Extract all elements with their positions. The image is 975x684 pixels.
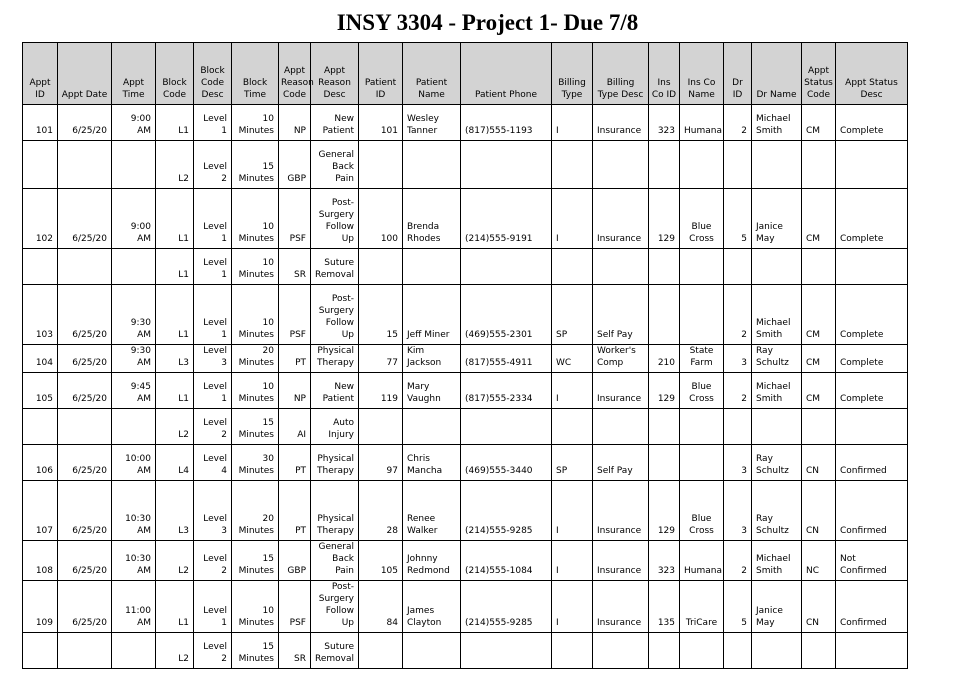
- table-cell: [724, 141, 752, 189]
- table-cell: 105: [359, 541, 403, 581]
- col-header-dr-name: Dr Name: [752, 43, 802, 105]
- table-cell: PT: [279, 345, 311, 373]
- table-cell: (214)555-9191: [461, 189, 552, 249]
- table-cell: 10 Minutes: [232, 249, 279, 285]
- table-cell: Insurance: [593, 189, 649, 249]
- table-cell: L3: [156, 481, 194, 541]
- table-cell: Insurance: [593, 373, 649, 409]
- table-cell: 107: [23, 481, 58, 541]
- table-cell: 10 Minutes: [232, 189, 279, 249]
- table-cell: Complete: [836, 345, 908, 373]
- table-cell: 108: [23, 541, 58, 581]
- table-cell: 9:45 AM: [112, 373, 156, 409]
- table-cell: [680, 633, 724, 669]
- table-cell: Insurance: [593, 481, 649, 541]
- table-cell: GBP: [279, 541, 311, 581]
- table-cell: [802, 633, 836, 669]
- table-cell: Self Pay: [593, 445, 649, 481]
- col-header-appt-reason-desc: Appt Reason Desc: [311, 43, 359, 105]
- table-cell: 10:00 AM: [112, 445, 156, 481]
- table-cell: L1: [156, 105, 194, 141]
- table-cell: Suture Removal: [311, 633, 359, 669]
- table-cell: 129: [649, 373, 680, 409]
- table-cell: 6/25/20: [58, 445, 112, 481]
- table-cell: 109: [23, 581, 58, 633]
- table-cell: [403, 141, 461, 189]
- table-cell: Post-Surgery Follow Up: [311, 581, 359, 633]
- table-cell: General Back Pain: [311, 541, 359, 581]
- table-cell: Johnny Redmond: [403, 541, 461, 581]
- table-cell: Chris Mancha: [403, 445, 461, 481]
- table-cell: [593, 249, 649, 285]
- table-cell: Blue Cross: [680, 373, 724, 409]
- table-cell: L4: [156, 445, 194, 481]
- table-cell: (214)555-9285: [461, 581, 552, 633]
- table-cell: 6/25/20: [58, 345, 112, 373]
- table-cell: [649, 633, 680, 669]
- table-cell: 323: [649, 105, 680, 141]
- table-cell: Suture Removal: [311, 249, 359, 285]
- table-cell: Worker's Comp: [593, 345, 649, 373]
- table-cell: 15 Minutes: [232, 633, 279, 669]
- table-cell: 129: [649, 189, 680, 249]
- table-cell: [649, 285, 680, 345]
- table-cell: Complete: [836, 189, 908, 249]
- table-cell: [58, 141, 112, 189]
- table-cell: L3: [156, 345, 194, 373]
- table-row: [23, 345, 908, 373]
- table-cell: Post-Surgery Follow Up: [311, 285, 359, 345]
- table-cell: [752, 633, 802, 669]
- table-cell: 9:30 AM: [112, 345, 156, 373]
- table-cell: Level 2: [194, 541, 232, 581]
- table-cell: [112, 141, 156, 189]
- table-cell: [802, 141, 836, 189]
- table-cell: 102: [23, 189, 58, 249]
- table-row: [23, 445, 908, 481]
- table-cell: [680, 141, 724, 189]
- table-cell: 2: [724, 541, 752, 581]
- table-cell: [359, 409, 403, 445]
- table-cell: Level 1: [194, 581, 232, 633]
- col-header-ins-co-id: Ins Co ID: [649, 43, 680, 105]
- table-cell: I: [552, 581, 593, 633]
- table-cell: [58, 409, 112, 445]
- table-cell: Confirmed: [836, 481, 908, 541]
- table-cell: [680, 249, 724, 285]
- table-row: [23, 249, 908, 285]
- table-cell: L1: [156, 249, 194, 285]
- table-cell: Complete: [836, 373, 908, 409]
- table-cell: 6/25/20: [58, 189, 112, 249]
- table-cell: SR: [279, 633, 311, 669]
- table-cell: [112, 633, 156, 669]
- table-cell: L2: [156, 633, 194, 669]
- table-cell: 9:30 AM: [112, 285, 156, 345]
- header-row: [23, 43, 908, 105]
- table-cell: CM: [802, 373, 836, 409]
- table-row: [23, 581, 908, 633]
- table-cell: (817)555-2334: [461, 373, 552, 409]
- table-cell: Janice May: [752, 581, 802, 633]
- table-cell: [802, 249, 836, 285]
- table-cell: PSF: [279, 285, 311, 345]
- table-cell: Ray Schultz: [752, 445, 802, 481]
- col-header-appt-time: Appt Time: [112, 43, 156, 105]
- table-cell: 2: [724, 105, 752, 141]
- table-cell: [359, 249, 403, 285]
- col-header-block-code-desc: Block Code Desc: [194, 43, 232, 105]
- table-cell: Humana: [680, 541, 724, 581]
- table-cell: 9:00 AM: [112, 105, 156, 141]
- table-cell: PSF: [279, 581, 311, 633]
- table-cell: SP: [552, 285, 593, 345]
- table-cell: [552, 141, 593, 189]
- table-cell: SR: [279, 249, 311, 285]
- table-cell: [461, 141, 552, 189]
- table-cell: Insurance: [593, 581, 649, 633]
- table-cell: 135: [649, 581, 680, 633]
- table-row: [23, 541, 908, 581]
- table-cell: [461, 249, 552, 285]
- col-header-ins-co-name: Ins Co Name: [680, 43, 724, 105]
- table-cell: Level 1: [194, 189, 232, 249]
- table-cell: [552, 409, 593, 445]
- table-cell: Level 1: [194, 105, 232, 141]
- table-cell: Level 1: [194, 249, 232, 285]
- appointments-table: [22, 42, 908, 669]
- table-cell: Michael Smith: [752, 105, 802, 141]
- table-row: [23, 141, 908, 189]
- table-cell: I: [552, 189, 593, 249]
- table-cell: James Clayton: [403, 581, 461, 633]
- table-cell: Kim Jackson: [403, 345, 461, 373]
- table-cell: GBP: [279, 141, 311, 189]
- table-cell: Not Confirmed: [836, 541, 908, 581]
- table-cell: 5: [724, 581, 752, 633]
- table-cell: [403, 409, 461, 445]
- table-cell: Blue Cross: [680, 481, 724, 541]
- table-cell: Insurance: [593, 541, 649, 581]
- table-cell: 129: [649, 481, 680, 541]
- col-header-billing-type-desc: Billing Type Desc: [593, 43, 649, 105]
- table-cell: Mary Vaughn: [403, 373, 461, 409]
- table-cell: Michael Smith: [752, 285, 802, 345]
- table-cell: [649, 445, 680, 481]
- table-cell: NP: [279, 373, 311, 409]
- table-cell: L1: [156, 285, 194, 345]
- table-row: [23, 373, 908, 409]
- table-cell: I: [552, 541, 593, 581]
- table-cell: 10 Minutes: [232, 373, 279, 409]
- col-header-appt-reason-code: Appt Reason Code: [279, 43, 311, 105]
- table-cell: New Patient: [311, 373, 359, 409]
- table-cell: (214)555-1084: [461, 541, 552, 581]
- table-cell: Humana: [680, 105, 724, 141]
- table-cell: 104: [23, 345, 58, 373]
- table-cell: [23, 249, 58, 285]
- table-cell: [552, 633, 593, 669]
- table-cell: Brenda Rhodes: [403, 189, 461, 249]
- table-cell: [58, 633, 112, 669]
- table-cell: (817)555-4911: [461, 345, 552, 373]
- table-cell: NP: [279, 105, 311, 141]
- table-cell: Level 2: [194, 141, 232, 189]
- table-cell: [593, 141, 649, 189]
- col-header-patient-id: Patient ID: [359, 43, 403, 105]
- table-cell: State Farm: [680, 345, 724, 373]
- table-cell: L2: [156, 409, 194, 445]
- table-cell: CN: [802, 481, 836, 541]
- table-cell: Michael Smith: [752, 541, 802, 581]
- table-row: [23, 285, 908, 345]
- table-cell: 3: [724, 445, 752, 481]
- table-row: [23, 189, 908, 249]
- table-cell: Level 3: [194, 481, 232, 541]
- table-cell: L2: [156, 141, 194, 189]
- table-cell: 20 Minutes: [232, 345, 279, 373]
- table-cell: (817)555-1193: [461, 105, 552, 141]
- table-cell: 3: [724, 481, 752, 541]
- table-cell: [680, 409, 724, 445]
- table-cell: [359, 633, 403, 669]
- table-cell: [593, 409, 649, 445]
- table-cell: [403, 249, 461, 285]
- table-cell: [724, 249, 752, 285]
- table-cell: 15 Minutes: [232, 141, 279, 189]
- table-cell: PT: [279, 445, 311, 481]
- table-cell: [680, 285, 724, 345]
- table-cell: L1: [156, 373, 194, 409]
- table-cell: [836, 633, 908, 669]
- table-cell: 10 Minutes: [232, 105, 279, 141]
- table-cell: 2: [724, 373, 752, 409]
- table-cell: L1: [156, 581, 194, 633]
- table-cell: Post-Surgery Follow Up: [311, 189, 359, 249]
- table-cell: I: [552, 105, 593, 141]
- table-cell: [752, 249, 802, 285]
- table-cell: Wesley Tanner: [403, 105, 461, 141]
- table-cell: Jeff Miner: [403, 285, 461, 345]
- table-cell: General Back Pain: [311, 141, 359, 189]
- table-cell: 103: [23, 285, 58, 345]
- table-cell: Self Pay: [593, 285, 649, 345]
- table-cell: Physical Therapy: [311, 481, 359, 541]
- table-cell: 77: [359, 345, 403, 373]
- table-cell: [403, 633, 461, 669]
- table-cell: 15 Minutes: [232, 409, 279, 445]
- table-cell: 84: [359, 581, 403, 633]
- table-cell: 6/25/20: [58, 285, 112, 345]
- col-header-block-code: Block Code: [156, 43, 194, 105]
- table-cell: 5: [724, 189, 752, 249]
- table-cell: 15: [359, 285, 403, 345]
- table-row: [23, 633, 908, 669]
- table-cell: 2: [724, 285, 752, 345]
- col-header-patient-phone: Patient Phone: [461, 43, 552, 105]
- table-cell: [836, 249, 908, 285]
- table-cell: [23, 141, 58, 189]
- table-cell: 11:00 AM: [112, 581, 156, 633]
- table-cell: L1: [156, 189, 194, 249]
- table-cell: [461, 409, 552, 445]
- table-cell: Ray Schultz: [752, 345, 802, 373]
- table-cell: 97: [359, 445, 403, 481]
- table-cell: 10:30 AM: [112, 481, 156, 541]
- table-cell: Level 2: [194, 409, 232, 445]
- table-cell: 9:00 AM: [112, 189, 156, 249]
- table-cell: [649, 249, 680, 285]
- table-cell: [724, 409, 752, 445]
- table-cell: Janice May: [752, 189, 802, 249]
- table-cell: Auto Injury: [311, 409, 359, 445]
- table-cell: Level 4: [194, 445, 232, 481]
- table-cell: Renee Walker: [403, 481, 461, 541]
- table-cell: 10 Minutes: [232, 581, 279, 633]
- table-row: [23, 105, 908, 141]
- table-cell: NC: [802, 541, 836, 581]
- table-cell: 6/25/20: [58, 541, 112, 581]
- table-cell: Michael Smith: [752, 373, 802, 409]
- table-cell: 323: [649, 541, 680, 581]
- table-cell: PT: [279, 481, 311, 541]
- table-cell: [112, 249, 156, 285]
- col-header-appt-status-desc: Appt Status Desc: [836, 43, 908, 105]
- table-cell: CN: [802, 581, 836, 633]
- table-cell: [836, 409, 908, 445]
- col-header-patient-name: Patient Name: [403, 43, 461, 105]
- page-title: INSY 3304 - Project 1- Due 7/8: [336, 10, 639, 35]
- table-cell: Complete: [836, 105, 908, 141]
- table-cell: SP: [552, 445, 593, 481]
- col-header-appt-id: Appt ID: [23, 43, 58, 105]
- table-cell: 10 Minutes: [232, 285, 279, 345]
- table-cell: [680, 445, 724, 481]
- table-cell: Level 3: [194, 345, 232, 373]
- table-cell: 119: [359, 373, 403, 409]
- table-cell: [593, 633, 649, 669]
- table-cell: I: [552, 481, 593, 541]
- table-cell: 15 Minutes: [232, 541, 279, 581]
- table-cell: I: [552, 373, 593, 409]
- table-cell: Level 1: [194, 285, 232, 345]
- table-row: [23, 409, 908, 445]
- table-cell: 3: [724, 345, 752, 373]
- table-cell: [649, 409, 680, 445]
- table-cell: AI: [279, 409, 311, 445]
- col-header-block-time: Block Time: [232, 43, 279, 105]
- table-cell: 101: [23, 105, 58, 141]
- table-cell: 6/25/20: [58, 105, 112, 141]
- table-cell: [836, 141, 908, 189]
- table-cell: Level 1: [194, 373, 232, 409]
- col-header-appt-status-code: Appt Status Code: [802, 43, 836, 105]
- table-cell: [752, 409, 802, 445]
- table-cell: [23, 409, 58, 445]
- table-cell: CM: [802, 189, 836, 249]
- table-cell: CM: [802, 285, 836, 345]
- table-cell: 6/25/20: [58, 373, 112, 409]
- table-cell: CN: [802, 445, 836, 481]
- table-cell: 10:30 AM: [112, 541, 156, 581]
- table-cell: (214)555-9285: [461, 481, 552, 541]
- table-cell: CM: [802, 345, 836, 373]
- table-cell: Confirmed: [836, 581, 908, 633]
- table-cell: WC: [552, 345, 593, 373]
- table-cell: [58, 249, 112, 285]
- table-cell: [112, 409, 156, 445]
- col-header-dr-id: Dr ID: [724, 43, 752, 105]
- table-cell: 6/25/20: [58, 581, 112, 633]
- table-cell: Physical Therapy: [311, 345, 359, 373]
- table-cell: 106: [23, 445, 58, 481]
- table-cell: (469)555-2301: [461, 285, 552, 345]
- table-cell: L2: [156, 541, 194, 581]
- table-cell: [752, 141, 802, 189]
- table-cell: New Patient: [311, 105, 359, 141]
- table-cell: Confirmed: [836, 445, 908, 481]
- table-cell: [724, 633, 752, 669]
- table-cell: 100: [359, 189, 403, 249]
- table-cell: Physical Therapy: [311, 445, 359, 481]
- table-cell: [649, 141, 680, 189]
- table-cell: 20 Minutes: [232, 481, 279, 541]
- col-header-appt-date: Appt Date: [58, 43, 112, 105]
- table-cell: Insurance: [593, 105, 649, 141]
- table-cell: Level 2: [194, 633, 232, 669]
- table-cell: (469)555-3440: [461, 445, 552, 481]
- table-cell: 6/25/20: [58, 481, 112, 541]
- table-cell: [461, 633, 552, 669]
- table-cell: 105: [23, 373, 58, 409]
- table-row: [23, 481, 908, 541]
- table-cell: [802, 409, 836, 445]
- table-cell: 210: [649, 345, 680, 373]
- table-cell: Complete: [836, 285, 908, 345]
- table-cell: CM: [802, 105, 836, 141]
- table-cell: PSF: [279, 189, 311, 249]
- table-cell: TriCare: [680, 581, 724, 633]
- table-cell: 30 Minutes: [232, 445, 279, 481]
- table-cell: 101: [359, 105, 403, 141]
- table-cell: [359, 141, 403, 189]
- col-header-billing-type: Billing Type: [552, 43, 593, 105]
- table-cell: [23, 633, 58, 669]
- table-cell: Blue Cross: [680, 189, 724, 249]
- table-cell: 28: [359, 481, 403, 541]
- table-cell: [552, 249, 593, 285]
- table-cell: Ray Schultz: [752, 481, 802, 541]
